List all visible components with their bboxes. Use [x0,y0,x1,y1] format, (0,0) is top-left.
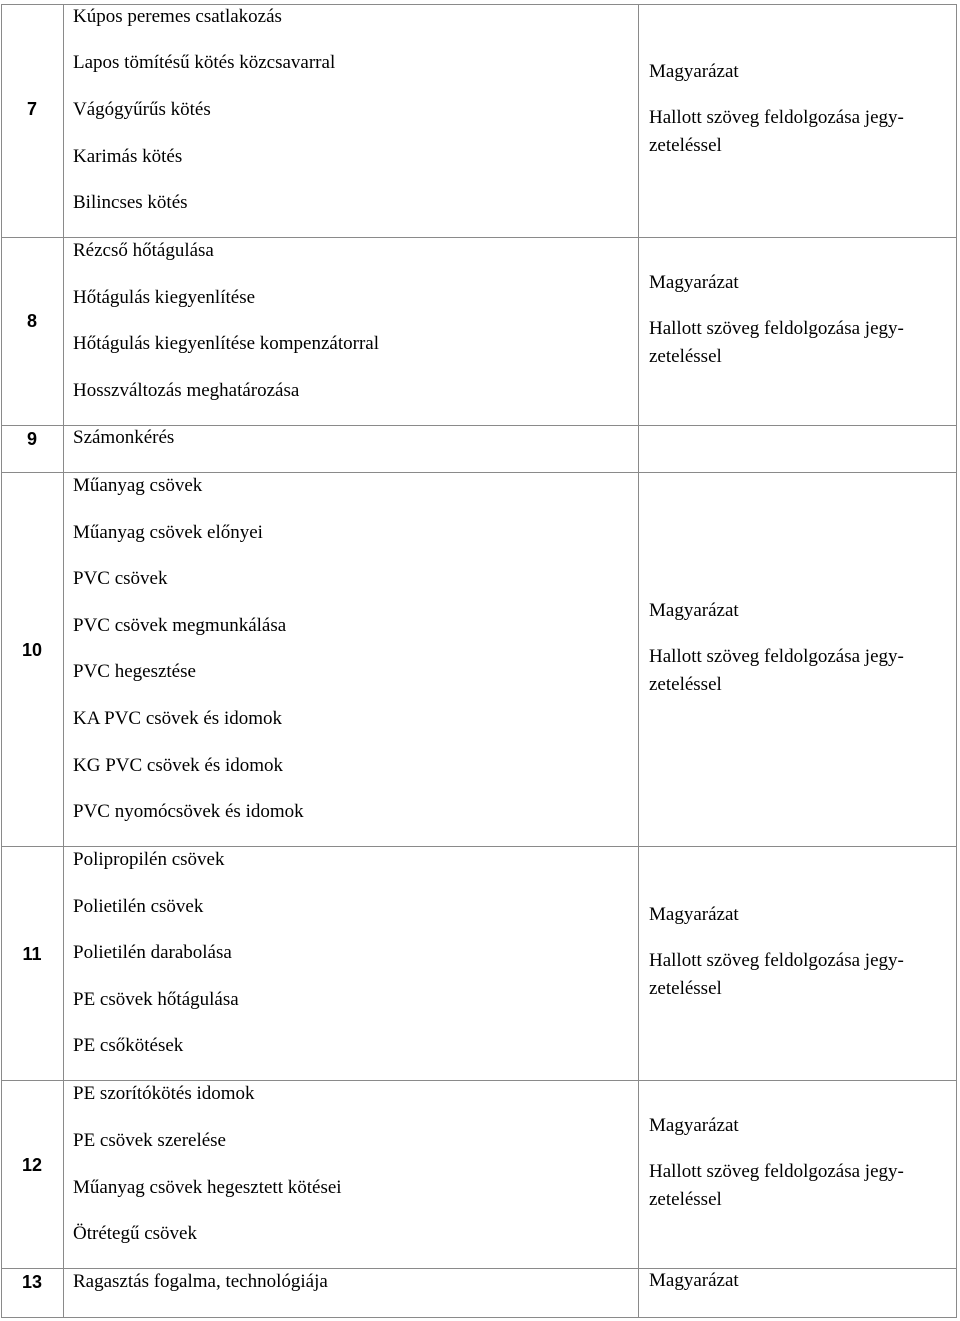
topic-item: Polipropilén csövek [73,849,225,870]
method-description: Hallott szöveg feldolgozása jegy- [649,318,904,339]
topic-item: Kúpos peremes csatlakozás [73,6,282,27]
method-cell [649,1267,941,1295]
row-separator [1,1080,957,1081]
topic-item: Hőtágulás kiegyenlítése [73,287,256,308]
topic-item: Karimás kötés [73,146,183,167]
row-separator [1,425,957,426]
table-border-col2 [638,4,639,1317]
method-description-cont: zeteléssel [649,135,722,156]
topic-item: PE csövek szerelése [73,1130,226,1151]
table-border-bottom [1,1317,957,1318]
method-description: Hallott szöveg feldolgozása jegy- [649,950,904,971]
topic-item: Ötrétegű csövek [73,1223,197,1244]
row-number: 12 [21,1155,43,1175]
method-description-cont: zeteléssel [649,1189,722,1210]
row-separator [1,237,957,238]
method-description: Hallott szöveg feldolgozása jegy- [649,107,904,128]
method-cell [649,1112,941,1214]
topic-item: Bilincses kötés [73,192,188,213]
row-number: 8 [26,311,37,331]
row-separator [1,846,957,847]
method-description: Hallott szöveg feldolgozása jegy- [649,646,904,667]
topic-item: Rézcső hőtágulása [73,240,214,261]
method-title: Magyarázat [649,1270,739,1291]
row-number: 10 [21,640,43,660]
topic-item: Műanyag csövek hegesztett kötései [73,1177,342,1198]
topic-item: KA PVC csövek és idomok [73,708,282,729]
topic-item: Polietilén darabolása [73,942,232,963]
topic-item: Polietilén csövek [73,896,204,917]
method-title: Magyarázat [649,904,739,925]
method-cell [649,597,941,699]
topic-item: Műanyag csövek [73,475,203,496]
method-description-cont: zeteléssel [649,978,722,999]
row-number: 11 [22,944,42,964]
row-separator [1,472,957,473]
topic-item: KG PVC csövek és idomok [73,755,284,776]
method-cell [649,58,941,160]
topic-item: PE csőkötések [73,1035,184,1056]
table-border-top [1,4,957,5]
table-border-left [1,4,2,1317]
topic-item: PVC csövek megmunkálása [73,615,287,636]
topic-item: Műanyag csövek előnyei [73,522,263,543]
topic-item: PVC csövek [73,568,168,589]
method-title: Magyarázat [649,1115,739,1136]
topic-item: Hosszváltozás meghatározása [73,380,300,401]
method-title: Magyarázat [649,61,739,82]
method-cell [649,269,941,371]
method-description-cont: zeteléssel [649,674,722,695]
topic-item: PE csövek hőtágulása [73,989,239,1010]
topic-item: PE szorítókötés idomok [73,1083,255,1104]
method-description-cont: zeteléssel [649,346,722,367]
topic-item: PVC nyomócsövek és idomok [73,801,304,822]
method-cell [649,901,941,1003]
row-number: 9 [26,429,37,449]
method-description: Hallott szöveg feldolgozása jegy- [649,1161,904,1182]
topic-item: Számonkérés [73,427,175,448]
topic-item: PVC hegesztése [73,661,196,682]
row-number: 13 [21,1272,43,1292]
topic-item: Lapos tömítésű kötés közcsavarral [73,52,336,73]
topic-item: Hőtágulás kiegyenlítése kompenzátorral [73,333,380,354]
method-title: Magyarázat [649,600,739,621]
table-border-right [956,4,957,1317]
table-border-col1 [63,4,64,1317]
topic-item: Ragasztás fogalma, technológiája [73,1271,328,1292]
topic-item: Vágógyűrűs kötés [73,99,211,120]
method-title: Magyarázat [649,272,739,293]
row-number: 7 [26,99,37,119]
